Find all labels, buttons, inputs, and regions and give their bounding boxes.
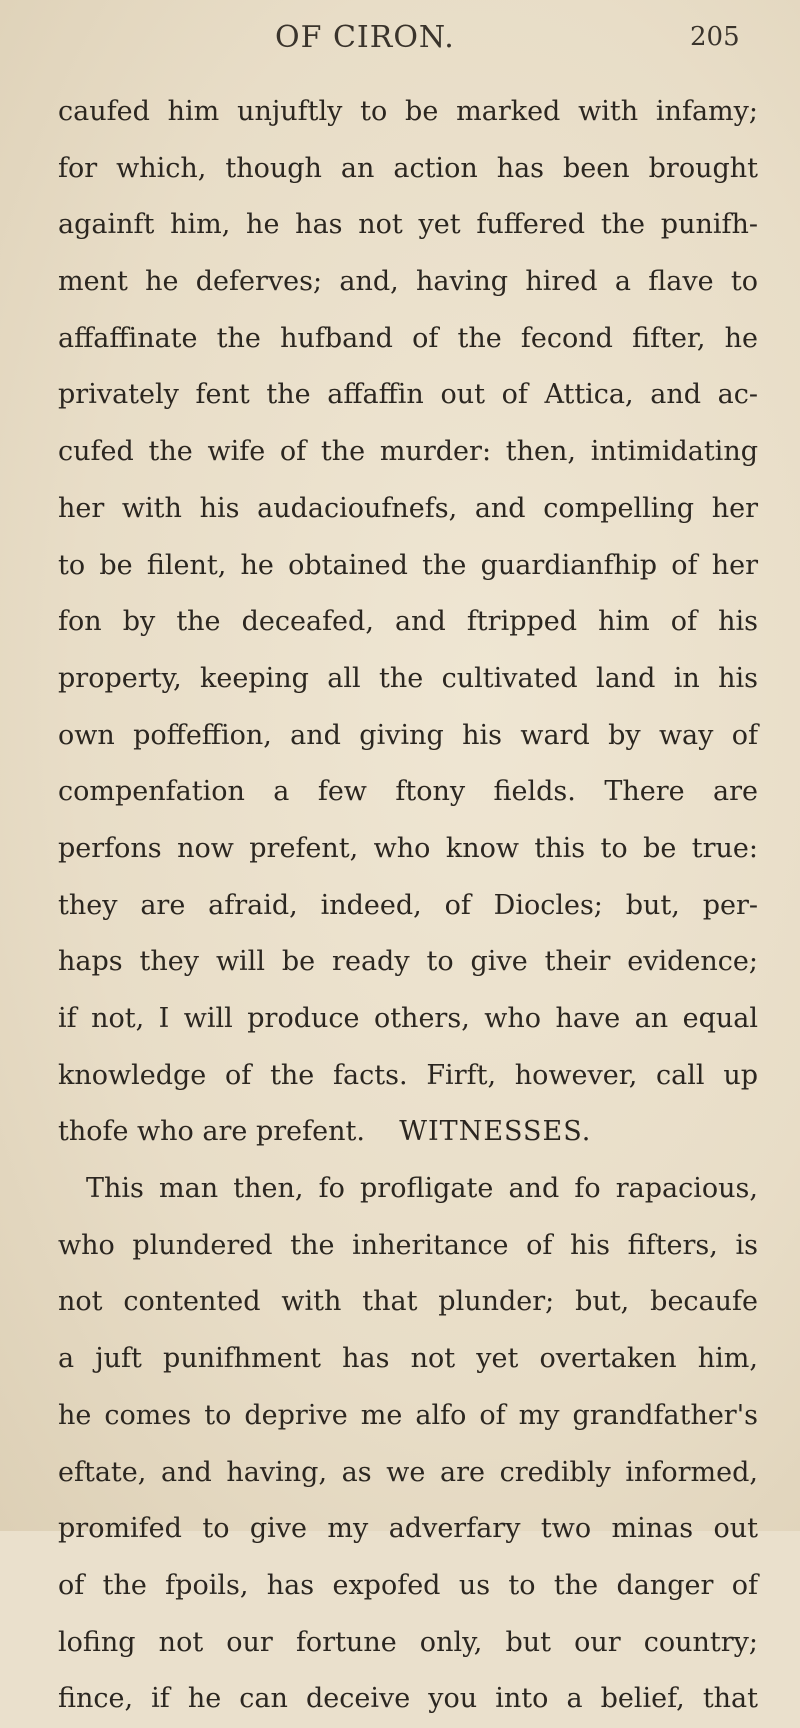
text-line: fince, if he can deceive you into a belief, that — [58, 1683, 758, 1715]
text-line: for which, though an action has been brought — [58, 152, 758, 184]
text-line: fon by the deceafed, and ftripped him of his — [58, 606, 758, 638]
page-header — [0, 20, 800, 60]
text-line: cufed the wife of the murder: then, intimidating — [58, 436, 758, 468]
text-line: her with his audacioufnefs, and compelling her — [58, 492, 758, 524]
page-number: 205 — [690, 22, 740, 52]
text-line: they are afraid, indeed, of Diocles; but, per- — [58, 889, 758, 921]
text-line: promifed to give my adverfary two minas out — [58, 1513, 758, 1545]
running-head: OF CIRON. — [275, 20, 455, 55]
text-line: haps they will be ready to give their evidence; — [58, 946, 758, 978]
text-line: affaffinate the hufband of the fecond fifter, he — [58, 322, 758, 354]
text-line: he comes to deprive me alfo of my grandfather's — [58, 1399, 758, 1431]
text-line: own poffeffion, and giving his ward by way of — [58, 719, 758, 751]
text-line: lofing not our fortune only, but our country; — [58, 1626, 758, 1658]
text-line: compenfation a few ftony fields. There are — [58, 776, 758, 808]
text-line-with-witnesses — [58, 1104, 758, 1161]
witnesses-label: WITNESSES. — [399, 1116, 592, 1148]
text-line: if not, I will produce others, who have an equal — [58, 1003, 758, 1034]
text-line: privately fent the affaffin out of Attica, and ac- — [58, 379, 758, 411]
text-line: who plundered the inheritance of his fifters, is — [58, 1229, 758, 1261]
body-text — [58, 84, 758, 1728]
text-line: thofe who are prefent. — [58, 1116, 365, 1148]
text-line: againft him, he has not yet fuffered the punifh- — [58, 209, 758, 241]
text-line: of the fpoils, has expofed us to the danger of — [58, 1569, 758, 1601]
text-line: caufed him unjuftly to be marked with infamy; — [58, 96, 758, 127]
text-line: to be filent, he obtained the guardianfhip of her — [58, 549, 758, 581]
text-line: ment he deferves; and, having hired a flave to — [58, 266, 758, 298]
text-line: property, keeping all the cultivated land in his — [58, 662, 758, 694]
text-line: eftate, and having, as we are credibly informed, — [58, 1456, 758, 1488]
text-line: This man then, fo profligate and fo rapacious, — [86, 1173, 758, 1205]
text-line: knowledge of the facts. Firft, however, call up — [58, 1059, 758, 1091]
text-line: a juft punifhment has not yet overtaken him, — [58, 1343, 758, 1375]
text-line: not contented with that plunder; but, becaufe — [58, 1286, 758, 1318]
text-line: perfons now prefent, who know this to be true: — [58, 832, 758, 864]
